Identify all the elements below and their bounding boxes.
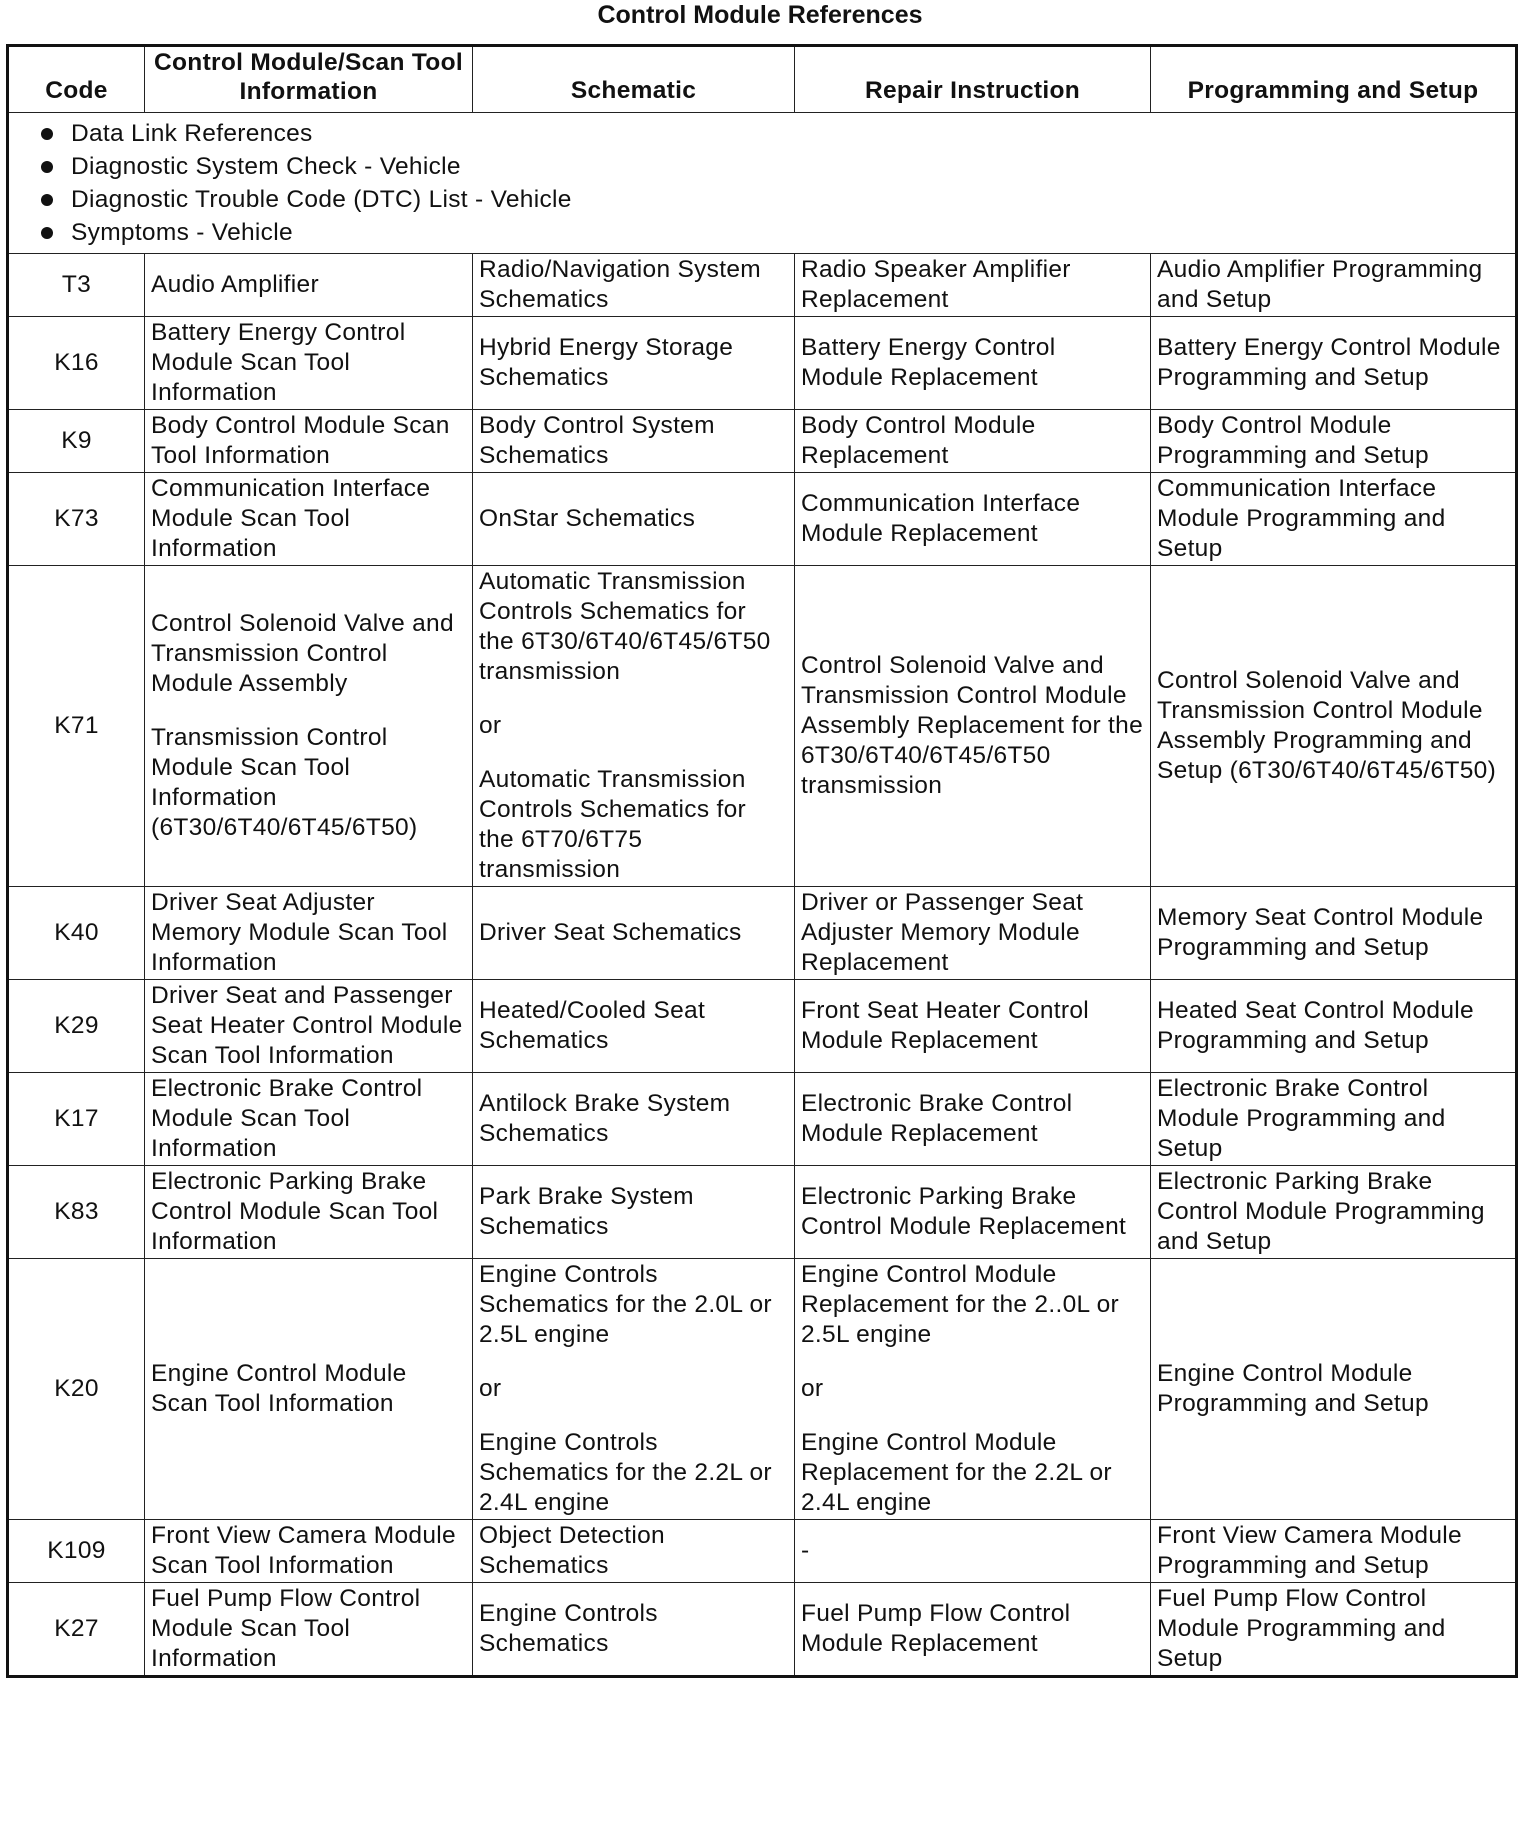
schematic-text[interactable]: Automatic Transmission Controls Schematics for the 6T70/6T75 transmission [479, 766, 746, 883]
info-text[interactable]: Front View Camera Module Scan Tool Information [151, 1522, 456, 1579]
programming-text[interactable]: Heated Seat Control Module Programming and Setup [1157, 997, 1474, 1054]
schematic-text: or [479, 1375, 502, 1402]
info-cell [145, 1520, 473, 1583]
bullet-icon [41, 227, 53, 239]
programming-cell [1151, 887, 1517, 980]
schematic-cell [473, 1166, 795, 1259]
general-reference-item[interactable] [29, 216, 1507, 249]
repair-text[interactable]: Engine Control Module Replacement for the 2..0L or 2.5L engine [801, 1261, 1119, 1348]
programming-text[interactable]: Body Control Module Programming and Setup [1157, 412, 1429, 469]
repair-text[interactable]: Control Solenoid Valve and Transmission Control Module Assembly Replacement for the 6T30/6T40/6T45/6T50 transmission [801, 652, 1144, 799]
programming-cell [1151, 566, 1517, 887]
bullet-icon [41, 194, 53, 206]
code-cell: K109 [8, 1520, 145, 1583]
table-row [8, 980, 1517, 1073]
programming-text[interactable]: Engine Control Module Programming and Setup [1157, 1360, 1429, 1417]
code-cell: K29 [8, 980, 145, 1073]
info-cell [145, 887, 473, 980]
code-cell: K27 [8, 1583, 145, 1677]
info-cell [145, 410, 473, 473]
code-cell: K20 [8, 1259, 145, 1520]
programming-text[interactable]: Front View Camera Module Programming and Setup [1157, 1522, 1462, 1579]
info-text[interactable]: Control Solenoid Valve and Transmission Control Module Assembly [151, 610, 454, 697]
info-cell [145, 980, 473, 1073]
general-reference-item[interactable] [29, 150, 1507, 183]
schematic-text: or [479, 712, 502, 739]
schematic-text[interactable]: OnStar Schematics [479, 505, 696, 532]
page-title: Control Module References [597, 1, 923, 29]
general-references-cell [8, 113, 1517, 254]
control-module-table [6, 44, 1518, 1678]
header-info: Control Module/Scan Tool Information [145, 46, 473, 113]
general-reference-item[interactable] [29, 117, 1507, 150]
info-cell [145, 317, 473, 410]
schematic-text[interactable]: Hybrid Energy Storage Schematics [479, 334, 734, 391]
header-schematic: Schematic [473, 46, 795, 113]
table-row [8, 566, 1517, 887]
info-cell [145, 1583, 473, 1677]
table-row [8, 1166, 1517, 1259]
general-reference-label[interactable]: Diagnostic Trouble Code (DTC) List - Vehicle [71, 186, 572, 213]
repair-cell [795, 980, 1151, 1073]
repair-text: or [801, 1375, 824, 1402]
info-cell [145, 1166, 473, 1259]
schematic-cell [473, 317, 795, 410]
info-cell [145, 473, 473, 566]
programming-text[interactable]: Communication Interface Module Programming and Setup [1157, 475, 1446, 562]
schematic-cell [473, 1520, 795, 1583]
schematic-cell [473, 1073, 795, 1166]
code-cell: K83 [8, 1166, 145, 1259]
repair-cell [795, 410, 1151, 473]
repair-cell [795, 1520, 1151, 1583]
general-references-list [29, 117, 1507, 249]
repair-cell [795, 566, 1151, 887]
programming-text[interactable]: Control Solenoid Valve and Transmission Control Module Assembly Programming and Setup (6T30/6T40/6T45/6T50) [1157, 667, 1497, 784]
schematic-text[interactable]: Body Control System Schematics [479, 412, 715, 469]
info-text[interactable]: Electronic Brake Control Module Scan Tool Information [151, 1075, 423, 1162]
general-reference-label[interactable]: Diagnostic System Check - Vehicle [71, 153, 461, 180]
repair-text[interactable]: Front Seat Heater Control Module Replacement [801, 997, 1090, 1054]
table-row [8, 1073, 1517, 1166]
repair-cell [795, 887, 1151, 980]
repair-text[interactable]: Electronic Parking Brake Control Module Replacement [801, 1183, 1127, 1240]
schematic-cell [473, 566, 795, 887]
schematic-text[interactable]: Automatic Transmission Controls Schematics for the 6T30/6T40/6T45/6T50 transmission [479, 568, 771, 685]
info-text[interactable]: Driver Seat and Passenger Seat Heater Control Module Scan Tool Information [151, 982, 463, 1069]
schematic-cell [473, 887, 795, 980]
repair-text[interactable]: Radio Speaker Amplifier Replacement [801, 256, 1071, 313]
info-text[interactable]: Driver Seat Adjuster Memory Module Scan Tool Information [151, 889, 448, 976]
info-text[interactable]: Audio Amplifier [151, 271, 319, 298]
repair-cell [795, 1073, 1151, 1166]
programming-cell [1151, 410, 1517, 473]
repair-text[interactable]: Body Control Module Replacement [801, 412, 1036, 469]
schematic-text[interactable]: Radio/Navigation System Schematics [479, 256, 761, 313]
code-cell: K16 [8, 317, 145, 410]
table-row [8, 254, 1517, 317]
code-cell: K17 [8, 1073, 145, 1166]
schematic-cell [473, 1259, 795, 1520]
info-cell [145, 1073, 473, 1166]
general-reference-label[interactable]: Data Link References [71, 120, 313, 147]
repair-text[interactable]: Communication Interface Module Replacement [801, 490, 1081, 547]
repair-text[interactable]: Driver or Passenger Seat Adjuster Memory Module Replacement [801, 889, 1084, 976]
programming-cell [1151, 473, 1517, 566]
programming-cell [1151, 317, 1517, 410]
code-cell: K9 [8, 410, 145, 473]
info-text[interactable]: Electronic Parking Brake Control Module Scan Tool Information [151, 1168, 439, 1255]
repair-cell [795, 254, 1151, 317]
repair-text[interactable]: Engine Control Module Replacement for the 2.2L or 2.4L engine [801, 1429, 1112, 1516]
schematic-text[interactable]: Park Brake System Schematics [479, 1183, 694, 1240]
schematic-cell [473, 980, 795, 1073]
schematic-cell [473, 1583, 795, 1677]
info-text[interactable]: Battery Energy Control Module Scan Tool Information [151, 319, 406, 406]
header-repair: Repair Instruction [795, 46, 1151, 113]
code-cell: K73 [8, 473, 145, 566]
programming-cell [1151, 1073, 1517, 1166]
bullet-icon [41, 161, 53, 173]
header-programming: Programming and Setup [1151, 46, 1517, 113]
code-cell: K40 [8, 887, 145, 980]
header-row [8, 46, 1517, 113]
table-row [8, 473, 1517, 566]
header-code: Code [8, 46, 145, 113]
programming-text[interactable]: Audio Amplifier Programming and Setup [1157, 256, 1483, 313]
table-row [8, 1583, 1517, 1677]
programming-cell [1151, 1583, 1517, 1677]
repair-cell [795, 1583, 1151, 1677]
programming-text[interactable]: Electronic Parking Brake Control Module Programming and Setup [1157, 1168, 1485, 1255]
programming-cell [1151, 1166, 1517, 1259]
schematic-text[interactable]: Engine Controls Schematics for the 2.0L or 2.5L engine [479, 1261, 772, 1348]
schematic-cell [473, 473, 795, 566]
general-reference-item[interactable] [29, 183, 1507, 216]
repair-cell [795, 1259, 1151, 1520]
schematic-text[interactable]: Antilock Brake System Schematics [479, 1090, 731, 1147]
schematic-cell [473, 410, 795, 473]
programming-text[interactable]: Battery Energy Control Module Programming and Setup [1157, 334, 1501, 391]
code-cell: T3 [8, 254, 145, 317]
programming-text[interactable]: Electronic Brake Control Module Programming and Setup [1157, 1075, 1446, 1162]
table-row [8, 1259, 1517, 1520]
general-reference-label[interactable]: Symptoms - Vehicle [71, 219, 293, 246]
info-text[interactable]: Engine Control Module Scan Tool Information [151, 1360, 407, 1417]
table-row [8, 317, 1517, 410]
info-text[interactable]: Body Control Module Scan Tool Information [151, 412, 450, 469]
programming-cell [1151, 980, 1517, 1073]
info-text[interactable]: Transmission Control Module Scan Tool Information (6T30/6T40/6T45/6T50) [151, 724, 418, 841]
schematic-cell [473, 254, 795, 317]
programming-text[interactable]: Fuel Pump Flow Control Module Programming and Setup [1157, 1585, 1446, 1672]
info-cell [145, 566, 473, 887]
programming-cell [1151, 254, 1517, 317]
table-row [8, 1520, 1517, 1583]
schematic-text[interactable]: Object Detection Schematics [479, 1522, 665, 1579]
programming-cell [1151, 1259, 1517, 1520]
repair-text[interactable]: Fuel Pump Flow Control Module Replacement [801, 1600, 1071, 1657]
table-row [8, 410, 1517, 473]
bullet-icon [41, 128, 53, 140]
info-text[interactable]: Fuel Pump Flow Control Module Scan Tool Information [151, 1585, 421, 1672]
general-references-row [8, 113, 1517, 254]
info-cell [145, 254, 473, 317]
schematic-text[interactable]: Engine Controls Schematics for the 2.2L or 2.4L engine [479, 1429, 772, 1516]
repair-cell [795, 473, 1151, 566]
repair-text: - [801, 1537, 810, 1564]
info-text[interactable]: Communication Interface Module Scan Tool Information [151, 475, 431, 562]
info-cell [145, 1259, 473, 1520]
schematic-text[interactable]: Engine Controls Schematics [479, 1600, 658, 1657]
repair-cell [795, 317, 1151, 410]
code-cell: K71 [8, 566, 145, 887]
schematic-text[interactable]: Heated/Cooled Seat Schematics [479, 997, 706, 1054]
repair-cell [795, 1166, 1151, 1259]
repair-text[interactable]: Electronic Brake Control Module Replacement [801, 1090, 1073, 1147]
repair-text[interactable]: Battery Energy Control Module Replacement [801, 334, 1056, 391]
schematic-text[interactable]: Driver Seat Schematics [479, 919, 742, 946]
programming-cell [1151, 1520, 1517, 1583]
table-row [8, 887, 1517, 980]
programming-text[interactable]: Memory Seat Control Module Programming and Setup [1157, 904, 1484, 961]
